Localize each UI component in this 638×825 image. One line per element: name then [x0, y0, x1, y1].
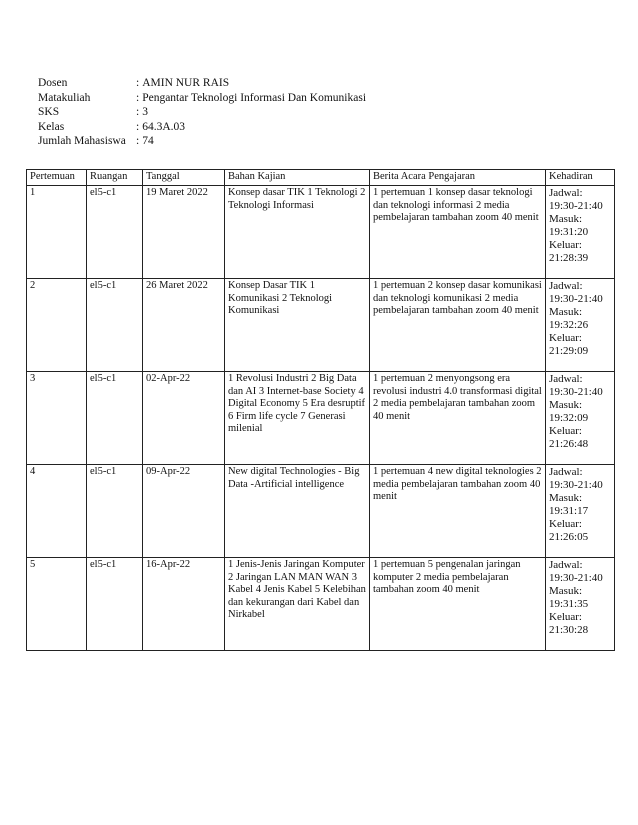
keluar-value: 21:28:39 — [549, 252, 589, 265]
jadwal-label: Jadwal: — [549, 373, 583, 386]
keluar-label: Keluar: — [549, 518, 582, 531]
info-label: SKS — [38, 106, 60, 119]
masuk-label: Masuk: — [549, 213, 582, 226]
jadwal-label: Jadwal: — [549, 466, 583, 479]
cell-tanggal: 16-Apr-22 — [143, 558, 225, 651]
masuk-value: 19:31:35 — [549, 598, 589, 611]
cell-kehadiran — [546, 465, 615, 558]
jadwal-value: 19:30-21:40 — [549, 200, 603, 213]
column-header-ruangan: Ruangan — [87, 170, 143, 186]
cell-bahan-kajian: Konsep dasar TIK 1 Teknologi 2 Teknologi Informasi — [225, 186, 370, 279]
cell-ruangan: el5-c1 — [87, 372, 143, 465]
masuk-label: Masuk: — [549, 399, 582, 412]
table-row — [27, 279, 615, 372]
cell-berita-acara: 1 pertemuan 4 new digital teknologies 2 media pembelajaran tambahan zoom 40 menit — [370, 465, 546, 558]
cell-berita-acara: 1 pertemuan 2 konsep dasar komunikasi dan teknologi komunikasi 2 media pembelajaran tambahan zoom 40 menit — [370, 279, 546, 372]
info-value: 64.3A.03 — [142, 120, 186, 133]
info-value: Pengantar Teknologi Informasi Dan Komunikasi — [142, 91, 367, 104]
info-label: Kelas — [38, 120, 65, 133]
keluar-label: Keluar: — [549, 611, 582, 624]
attendance-table — [26, 169, 615, 651]
info-label: Matakuliah — [38, 91, 91, 104]
info-colon: : — [136, 120, 140, 133]
cell-tanggal: 19 Maret 2022 — [143, 186, 225, 279]
jadwal-label: Jadwal: — [549, 559, 583, 572]
column-header-kehadiran: Kehadiran — [546, 170, 615, 186]
cell-ruangan: el5-c1 — [87, 558, 143, 651]
cell-tanggal: 09-Apr-22 — [143, 465, 225, 558]
cell-pertemuan: 5 — [27, 558, 87, 651]
cell-tanggal: 02-Apr-22 — [143, 372, 225, 465]
info-row-kelas — [38, 120, 366, 135]
cell-kehadiran — [546, 279, 615, 372]
cell-kehadiran — [546, 186, 615, 279]
info-value: 3 — [142, 106, 148, 119]
column-header-bahan-kajian: Bahan Kajian — [225, 170, 370, 186]
masuk-value: 19:31:17 — [549, 505, 589, 518]
cell-pertemuan: 4 — [27, 465, 87, 558]
masuk-value: 19:32:09 — [549, 412, 589, 425]
table-row — [27, 558, 615, 651]
info-row-matakuliah — [38, 91, 366, 106]
masuk-value: 19:31:20 — [549, 226, 589, 239]
table-row — [27, 465, 615, 558]
cell-ruangan: el5-c1 — [87, 186, 143, 279]
table-row — [27, 186, 615, 279]
jadwal-value: 19:30-21:40 — [549, 293, 603, 306]
cell-kehadiran — [546, 558, 615, 651]
cell-berita-acara: 1 pertemuan 2 menyongsong era revolusi industri 4.0 transformasi digital 2 media pembelajaran tambahan zoom 40 menit — [370, 372, 546, 465]
table-header-row — [27, 170, 615, 186]
cell-pertemuan: 3 — [27, 372, 87, 465]
info-label: Jumlah Mahasiswa — [38, 135, 126, 148]
masuk-label: Masuk: — [549, 585, 582, 598]
cell-bahan-kajian: 1 Revolusi Industri 2 Big Data dan AI 3 Internet-base Society 4 Digital Economy 5 Era desruptif 6 Firm life cycle 7 Generasi milenial — [225, 372, 370, 465]
keluar-label: Keluar: — [549, 332, 582, 345]
cell-bahan-kajian: New digital Technologies - Big Data -Artificial intelligence — [225, 465, 370, 558]
cell-pertemuan: 1 — [27, 186, 87, 279]
course-info — [38, 76, 366, 149]
keluar-value: 21:30:28 — [549, 624, 589, 637]
info-colon: : — [136, 106, 140, 119]
info-row-dosen — [38, 76, 366, 91]
info-colon: : — [136, 135, 140, 148]
keluar-value: 21:26:48 — [549, 438, 589, 451]
table-row — [27, 372, 615, 465]
masuk-value: 19:32:26 — [549, 319, 589, 332]
jadwal-label: Jadwal: — [549, 280, 583, 293]
info-colon: : — [136, 91, 140, 104]
keluar-value: 21:29:09 — [549, 345, 589, 358]
cell-bahan-kajian: Konsep Dasar TIK 1 Komunikasi 2 Teknologi Komunikasi — [225, 279, 370, 372]
cell-berita-acara: 1 pertemuan 5 pengenalan jaringan komputer 2 media pembelajaran tambahan zoom 40 menit — [370, 558, 546, 651]
cell-pertemuan: 2 — [27, 279, 87, 372]
info-value: 74 — [142, 135, 154, 148]
cell-kehadiran — [546, 372, 615, 465]
masuk-label: Masuk: — [549, 492, 582, 505]
cell-tanggal: 26 Maret 2022 — [143, 279, 225, 372]
cell-bahan-kajian: 1 Jenis-Jenis Jaringan Komputer 2 Jaringan LAN MAN WAN 3 Kabel 4 Jenis Kabel 5 Kelebihan dan kekurangan dari Kabel dan Nirkabel — [225, 558, 370, 651]
column-header-berita-acara: Berita Acara Pengajaran — [370, 170, 546, 186]
column-header-pertemuan: Pertemuan — [27, 170, 87, 186]
keluar-value: 21:26:05 — [549, 531, 589, 544]
column-header-tanggal: Tanggal — [143, 170, 225, 186]
cell-berita-acara: 1 pertemuan 1 konsep dasar teknologi dan teknologi informasi 2 media pembelajaran tambahan zoom 40 menit — [370, 186, 546, 279]
jadwal-label: Jadwal: — [549, 187, 583, 200]
info-row-jumlah-mahasiswa — [38, 134, 366, 149]
keluar-label: Keluar: — [549, 239, 582, 252]
info-colon: : — [136, 77, 140, 89]
masuk-label: Masuk: — [549, 306, 582, 319]
info-value: AMIN NUR RAIS — [142, 77, 230, 89]
cell-ruangan: el5-c1 — [87, 465, 143, 558]
jadwal-value: 19:30-21:40 — [549, 386, 603, 399]
keluar-label: Keluar: — [549, 425, 582, 438]
cell-ruangan: el5-c1 — [87, 279, 143, 372]
info-row-sks — [38, 105, 366, 120]
jadwal-value: 19:30-21:40 — [549, 572, 603, 585]
jadwal-value: 19:30-21:40 — [549, 479, 603, 492]
info-label: Dosen — [38, 77, 68, 89]
